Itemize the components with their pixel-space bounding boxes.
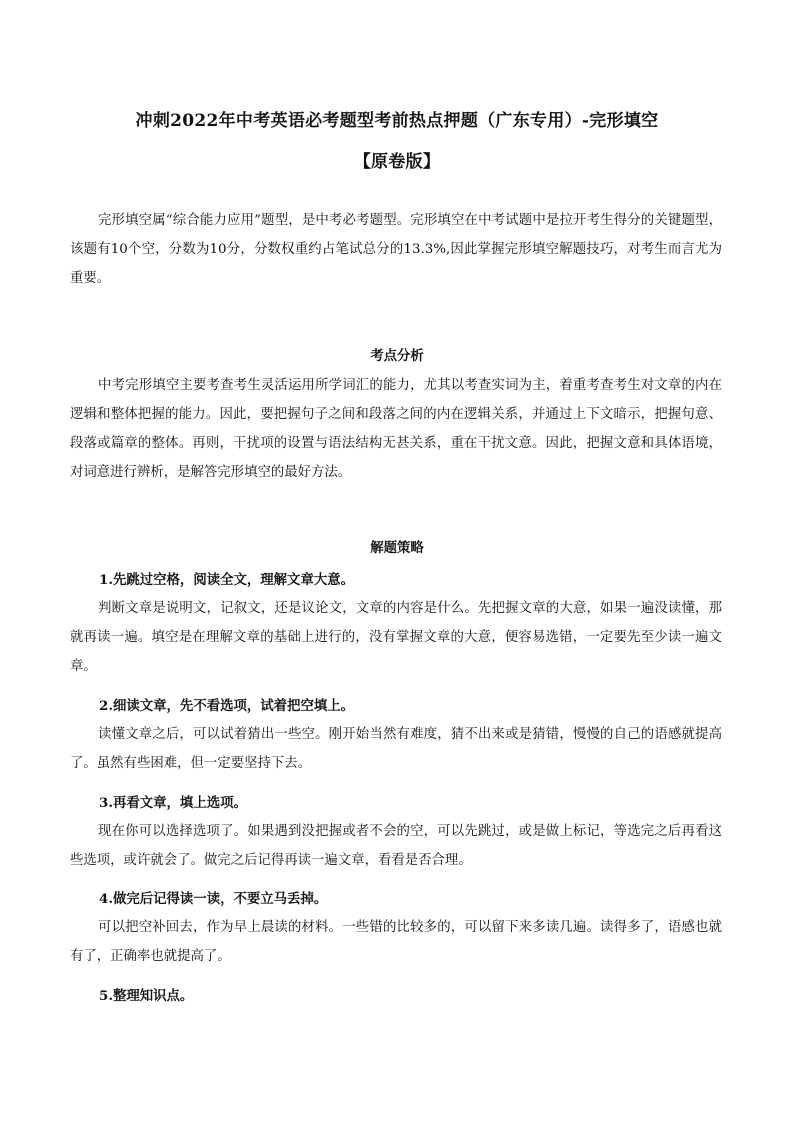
step-3-heading: 3.再看文章，填上选项。 [99,795,247,811]
analysis-heading: 考点分析 [370,348,424,364]
step-2-paragraph: 读懂文章之后，可以试着猜出一些空。刚开始当然有难度，猜不出来或是猜错，慢慢的自己的语感就提高了。虽然有些困难，但一定要坚持下去。 [70,727,722,771]
intro-paragraph: 完形填空属“综合能力应用”题型，是中考必考题型。完形填空在中考试题中是拉开考生得分的关键题型，该题有10个空，分数为10分，分数权重约占笔试总分的13.3%,因此掌握完形填空解题技巧，对考生而言尤为重要。 [70,213,722,286]
step-2-heading: 2.细读文章，先不看选项，试着把空填上。 [99,698,355,714]
step-1-heading: 1.先跳过空格，阅读全文，理解文章大意。 [99,572,355,588]
step-5-heading: 5.整理知识点。 [99,988,194,1004]
step-1-paragraph: 判断文章是说明文，记叙文，还是议论文，文章的内容是什么。先把握文章的大意，如果一遍没读懂，那就再读一遍。填空是在理解文章的基础上进行的，没有掌握文章的大意，便容易选错，一定要先至少读一遍文章。 [70,601,722,674]
document-title: 冲刺2022年中考英语必考题型考前热点押题（广东专用）-完形填空 [135,111,659,131]
analysis-paragraph: 中考完形填空主要考查考生灵活运用所学词汇的能力，尤其以考查实词为主，着重考查考生对文章的内在逻辑和整体把握的能力。因此，要把握句子之间和段落之间的内在逻辑关系，并通过上下文暗示，把握句意、段落或篇章的整体。再则，干扰项的设置与语法结构无甚关系，重在干扰文意。因此，把握文意和具体语境，对词意进行辨析，是解答完形填空的最好方法。 [70,378,722,480]
document-subtitle: 【原卷版】 [353,152,441,172]
step-4-paragraph: 可以把空补回去，作为早上晨读的材料。一些错的比较多的，可以留下来多读几遍。读得多了，语感也就有了，正确率也就提高了。 [70,920,722,964]
step-3-paragraph: 现在你可以选择选项了。如果遇到没把握或者不会的空，可以先跳过，或是做上标记，等选完之后再看这些选项，或许就会了。做完之后记得再读一遍文章，看看是否合理。 [70,824,722,868]
step-4-heading: 4.做完后记得读一读，不要立马丢掉。 [99,891,328,907]
strategy-heading: 解题策略 [370,540,424,556]
